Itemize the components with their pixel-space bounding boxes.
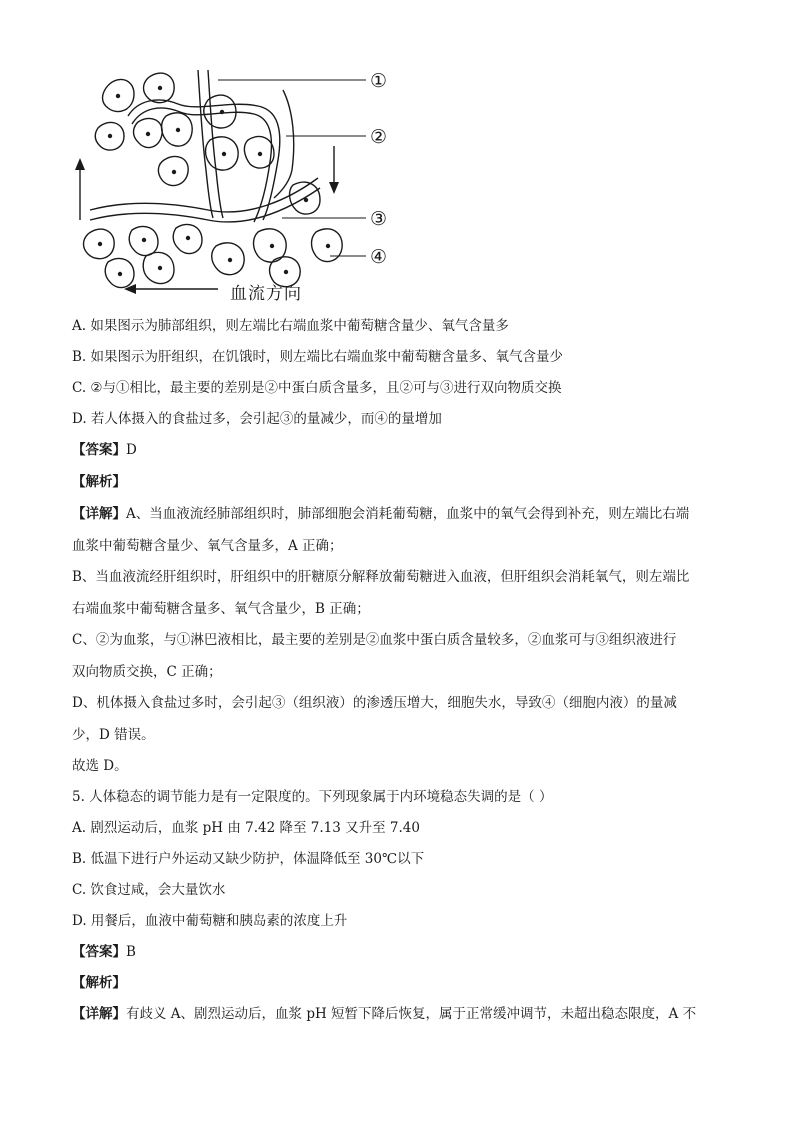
q4-option-a: A. 如果图示为肺部组织，则左端比右端血浆中葡萄糖含量少、氧气含量多 (72, 318, 509, 334)
q4-analysis-tag: 【解析】 (72, 474, 126, 490)
q5-answer: B (126, 944, 136, 960)
q4-detail-line (72, 504, 689, 524)
q5-option-c: C. 饮食过咸，会大量饮水 (72, 882, 226, 898)
capillary-wall (208, 70, 223, 218)
q4-detail-line: 右端血浆中葡萄糖含量多、氧气含量少，B 正确； (72, 601, 370, 617)
tissue-cell (206, 137, 239, 170)
label-2: ② (370, 126, 388, 148)
q4-detail-text: A、当血液流经肺部组织时，肺部细胞会消耗葡萄糖，血浆中的氧气会得到补充，则左端比右端 (126, 506, 690, 522)
q5-option-d: D. 用餐后，血液中葡萄糖和胰岛素的浓度上升 (72, 913, 348, 929)
q4-conclusion: 故选 D。 (72, 758, 128, 774)
q4-option-c: C. ②与①相比，最主要的差别是②中蛋白质含量多，且②可与③进行双向物质交换 (72, 380, 562, 396)
q5-option-a: A. 剧烈运动后，血浆 pH 由 7.42 降至 7.13 又升至 7.40 (72, 820, 420, 836)
label-3: ③ (370, 208, 388, 230)
tissue-cell (212, 243, 244, 275)
label-4: ④ (370, 246, 388, 268)
q5-detail-text: 有歧义 A、剧烈运动后，血浆 pH 短暂下降后恢复，属于正常缓冲调节，未超出稳态限度，A 不 (126, 1006, 697, 1022)
figure-caption: 血流方向 (230, 284, 302, 304)
q5-detail-line (72, 1004, 696, 1024)
q5-detail-tag: 【详解】 (72, 1006, 126, 1022)
label-1: ① (370, 70, 388, 92)
q5-stem: 5. 人体稳态的调节能力是有一定限度的。下列现象属于内环境稳态失调的是（ ） (72, 789, 553, 805)
q5-answer-tag: 【答案】 (72, 944, 126, 960)
q4-detail-line: C、②为血浆，与①淋巴液相比，最主要的差别是②血浆中蛋白质含量较多，②血浆可与③组织液进行 (72, 632, 677, 648)
q5-analysis-tag: 【解析】 (72, 975, 126, 991)
capillary-wall (90, 188, 320, 222)
q4-answer-line (72, 440, 137, 460)
q4-answer: D (126, 442, 137, 458)
capillary-wall (90, 178, 318, 212)
q4-answer-tag: 【答案】 (72, 442, 126, 458)
q4-detail-tag: 【详解】 (72, 506, 126, 522)
tissue-diagram (68, 60, 408, 305)
q4-detail-line: D、机体摄入食盐过多时，会引起③（组织液）的渗透压增大，细胞失水，导致④（细胞内液）的量减 (72, 695, 677, 711)
q4-detail-line: 血浆中葡萄糖含量少、氧气含量多，A 正确； (72, 538, 343, 554)
q4-option-d: D. 若人体摄入的食盐过多，会引起③的量减少，而④的量增加 (72, 411, 442, 427)
lymph-vessel (274, 90, 294, 198)
q4-option-b: B. 如果图示为肝组织，在饥饿时，则左端比右端血浆中葡萄糖含量多、氧气含量少 (72, 349, 564, 365)
q4-detail-line: 少，D 错误。 (72, 727, 155, 743)
q4-detail-line: B、当血液流经肝组织时，肝组织中的肝糖原分解释放葡萄糖进入血液，但肝组织会消耗氧气，则左端比 (72, 569, 690, 585)
capillary-wall (198, 70, 213, 218)
q5-option-b: B. 低温下进行户外运动又缺少防护，体温降低至 30℃以下 (72, 851, 425, 867)
tissue-diagram-svg (68, 60, 408, 305)
q5-answer-line (72, 942, 136, 962)
q4-detail-line: 双向物质交换，C 正确； (72, 664, 222, 680)
